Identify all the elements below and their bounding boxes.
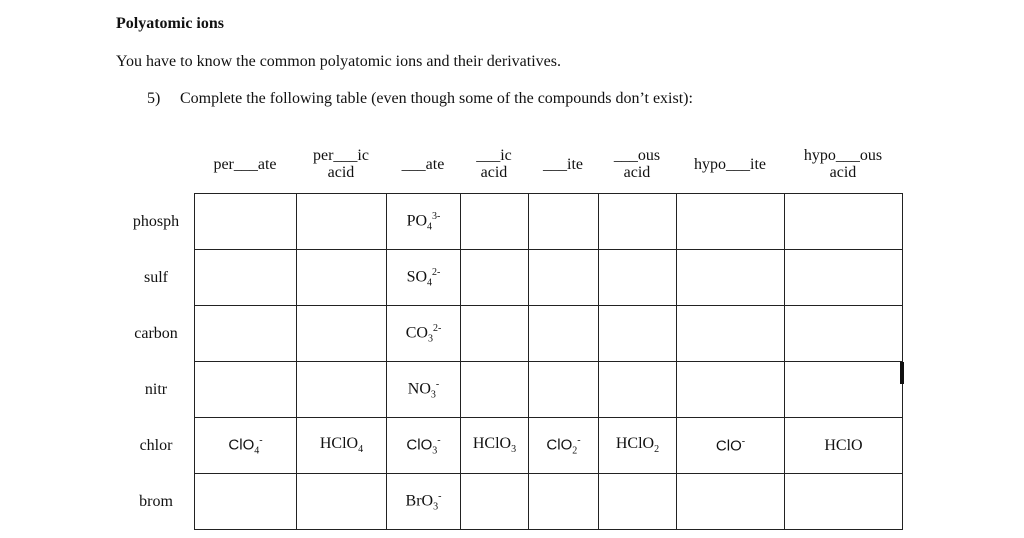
table-row bbox=[195, 194, 903, 250]
table-cell[interactable] bbox=[529, 250, 599, 306]
column-header-row bbox=[0, 140, 1024, 188]
text-cursor bbox=[900, 362, 904, 384]
table-cell[interactable] bbox=[387, 362, 461, 418]
column-header-5 bbox=[528, 140, 598, 188]
formula-subscript: 4 bbox=[427, 277, 433, 289]
column-header-line2: acid bbox=[829, 164, 857, 181]
table-cell[interactable] bbox=[461, 194, 529, 250]
table-cell[interactable] bbox=[677, 474, 785, 530]
formula-text: ClO bbox=[546, 436, 573, 454]
table-cell[interactable] bbox=[195, 362, 297, 418]
formula-subscript: 3 bbox=[432, 445, 438, 457]
formula-subscript: 4 bbox=[427, 221, 433, 233]
table-cell[interactable] bbox=[461, 418, 529, 474]
column-header-1 bbox=[194, 140, 296, 188]
row-label-carbon: carbon bbox=[134, 325, 178, 342]
table-cell[interactable] bbox=[785, 418, 903, 474]
formula-charge: - bbox=[577, 434, 581, 446]
table-cell[interactable] bbox=[297, 194, 387, 250]
formula-subscript: 4 bbox=[254, 445, 260, 457]
formula-text: HClO bbox=[472, 435, 512, 453]
row-label-nitr: nitr bbox=[144, 381, 168, 398]
formula-charge: - bbox=[437, 434, 441, 446]
column-header-line2: acid bbox=[623, 164, 651, 181]
formula-charge: - bbox=[259, 434, 263, 446]
formula-charge: 3- bbox=[432, 210, 441, 222]
question-number: 5) bbox=[147, 90, 161, 107]
table-cell[interactable] bbox=[785, 194, 903, 250]
table-cell[interactable] bbox=[599, 250, 677, 306]
table-row bbox=[195, 418, 903, 474]
column-header-6 bbox=[598, 140, 676, 188]
table-cell[interactable] bbox=[297, 418, 387, 474]
ion-table bbox=[194, 193, 903, 530]
formula-subscript: 2 bbox=[572, 445, 578, 457]
column-header-line1: ___ite bbox=[543, 155, 583, 173]
formula-charge: - bbox=[435, 378, 440, 390]
table-cell[interactable] bbox=[599, 362, 677, 418]
formula-text: ClO bbox=[406, 436, 433, 454]
table-cell[interactable] bbox=[387, 194, 461, 250]
table-cell[interactable] bbox=[387, 306, 461, 362]
table-cell[interactable] bbox=[529, 306, 599, 362]
column-header-line1: ___ate bbox=[401, 155, 445, 173]
table-cell[interactable] bbox=[461, 306, 529, 362]
table-cell[interactable] bbox=[599, 418, 677, 474]
table-cell[interactable] bbox=[677, 250, 785, 306]
table-cell[interactable] bbox=[387, 474, 461, 530]
row-label-sulf: sulf bbox=[144, 269, 168, 286]
column-header-2 bbox=[296, 140, 386, 188]
row-label-phosph: phosph bbox=[132, 213, 180, 230]
table-cell[interactable] bbox=[677, 306, 785, 362]
table-cell[interactable] bbox=[195, 194, 297, 250]
formula-text: PO bbox=[406, 212, 428, 230]
formula-text: HClO bbox=[824, 436, 863, 454]
table-cell[interactable] bbox=[785, 306, 903, 362]
formula-text: BrO bbox=[405, 492, 434, 510]
formula-text: ClO bbox=[228, 436, 255, 454]
column-header-8 bbox=[784, 140, 902, 188]
formula-text: HClO bbox=[615, 435, 655, 453]
column-header-3 bbox=[386, 140, 460, 188]
table-cell[interactable] bbox=[195, 306, 297, 362]
formula-subscript: 3 bbox=[433, 501, 439, 513]
formula-charge: 2- bbox=[432, 266, 441, 278]
table-cell[interactable] bbox=[785, 362, 903, 418]
table-cell[interactable] bbox=[387, 250, 461, 306]
table-cell[interactable] bbox=[297, 306, 387, 362]
table-cell[interactable] bbox=[599, 306, 677, 362]
table-cell[interactable] bbox=[529, 194, 599, 250]
table-cell[interactable] bbox=[297, 250, 387, 306]
table-cell[interactable] bbox=[461, 362, 529, 418]
formula-text: NO bbox=[407, 380, 431, 398]
table-row bbox=[195, 250, 903, 306]
table-cell[interactable] bbox=[677, 362, 785, 418]
formula-subscript: 3 bbox=[430, 389, 436, 401]
formula-subscript: 2 bbox=[654, 444, 660, 456]
column-header-line2: acid bbox=[480, 164, 508, 181]
table-cell[interactable] bbox=[677, 418, 785, 474]
table-cell[interactable] bbox=[529, 474, 599, 530]
table-cell[interactable] bbox=[529, 418, 599, 474]
column-header-line1: hypo___ite bbox=[694, 155, 766, 173]
page-title: Polyatomic ions bbox=[116, 15, 224, 32]
table-cell[interactable] bbox=[599, 194, 677, 250]
formula-charge: 2- bbox=[432, 322, 442, 334]
table-cell[interactable] bbox=[387, 418, 461, 474]
intro-text: You have to know the common polyatomic ions and their derivatives. bbox=[116, 53, 561, 70]
column-header-line1: hypo___ous bbox=[803, 147, 883, 164]
table-cell[interactable] bbox=[785, 474, 903, 530]
table-cell[interactable] bbox=[461, 250, 529, 306]
table-cell[interactable] bbox=[461, 474, 529, 530]
column-header-4 bbox=[460, 140, 528, 188]
formula-text: HClO bbox=[319, 435, 359, 453]
table-cell[interactable] bbox=[297, 362, 387, 418]
table-row bbox=[195, 474, 903, 530]
formula-charge: - bbox=[741, 435, 746, 447]
column-header-line1: ___ic bbox=[476, 147, 512, 164]
formula-subscript: 3 bbox=[511, 444, 517, 456]
formula-text: SO bbox=[406, 268, 428, 286]
formula-subscript: 4 bbox=[358, 444, 364, 456]
column-header-line1: per___ic bbox=[313, 147, 369, 164]
column-header-line1: ___ous bbox=[613, 147, 661, 164]
table-cell[interactable] bbox=[195, 250, 297, 306]
column-header-line2: acid bbox=[327, 164, 355, 181]
row-label-chlor: chlor bbox=[139, 437, 173, 454]
table-cell[interactable] bbox=[677, 194, 785, 250]
column-header-7 bbox=[676, 140, 784, 188]
table-cell[interactable] bbox=[195, 474, 297, 530]
table-row bbox=[195, 362, 903, 418]
question-5 bbox=[147, 90, 693, 108]
formula-charge: - bbox=[438, 490, 442, 502]
table-cell[interactable] bbox=[529, 362, 599, 418]
formula-text: CO bbox=[405, 324, 428, 342]
column-header-line1: per___ate bbox=[213, 155, 277, 173]
table-cell[interactable] bbox=[785, 250, 903, 306]
formula-text: ClO bbox=[715, 437, 742, 455]
formula-subscript: 3 bbox=[427, 333, 433, 345]
question-text: Complete the following table (even though some of the compounds don’t exist): bbox=[180, 90, 693, 107]
table-cell[interactable] bbox=[195, 418, 297, 474]
table-cell[interactable] bbox=[297, 474, 387, 530]
table-cell[interactable] bbox=[599, 474, 677, 530]
table-row bbox=[195, 306, 903, 362]
row-label-brom: brom bbox=[139, 493, 173, 510]
